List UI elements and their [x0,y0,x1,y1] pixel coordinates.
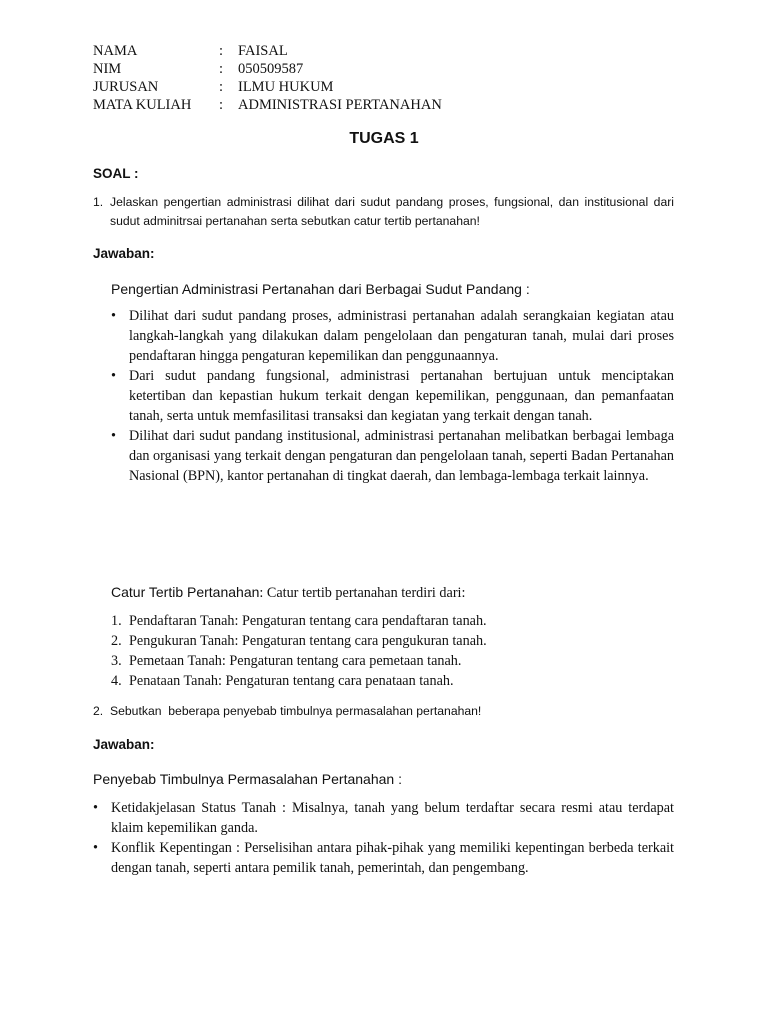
question-2 [93,702,674,721]
list-item [111,631,674,651]
catur-heading [111,583,465,603]
list-number: 4. [111,673,122,689]
identity-value: FAISAL [238,43,288,59]
identity-colon: : [219,97,224,113]
list-item [111,671,674,691]
identity-key: MATA KULIAH [93,97,192,113]
catur-label: Catur Tertib Pertanahan [111,584,260,600]
answer-label: Jawaban: [93,737,155,752]
identity-row-nama [93,42,513,60]
list-text: Penataan Tanah: Pengaturan tentang cara penataan tanah. [129,673,454,689]
list-item: • Dilihat dari sudut pandang proses, administrasi pertanahan adalah serangkaian kegiatan atau langkah-langkah yang dilakukan dalam pengelolaan dan pengaturan tanah, mulai dari proses pendaftaran hingga pengaturan kepemilikan dan penggunaannya. [111,306,674,366]
identity-value: ILMU HUKUM [238,79,334,95]
list-text: Pengukuran Tanah: Pengaturan tentang cara pengukuran tanah. [129,633,487,649]
identity-colon: : [219,61,224,77]
list-item: • Ketidakjelasan Status Tanah : Misalnya, tanah yang belum terdaftar secara resmi atau terdapat klaim kepemilikan ganda. [93,798,674,838]
section-title: Pengertian Administrasi Pertanahan dari Berbagai Sudut Pandang : [111,281,530,297]
list-text: Pemetaan Tanah: Pengaturan tentang cara pemetaan tanah. [129,653,462,669]
identity-colon: : [219,43,224,59]
answer-label: Jawaban: [93,246,155,261]
question-number: 2. [93,704,104,718]
question-text: Jelaskan pengertian administrasi dilihat dari sudut pandang proses, fungsional, dan institusional dari sudut adminitrsai pertanahan serta sebutkan catur tertib pertanahan! [110,195,674,228]
catur-list [111,611,674,691]
identity-value: 050509587 [238,61,304,77]
identity-key: NAMA [93,43,138,59]
list-text: Pendaftaran Tanah: Pengaturan tentang cara pendaftaran tanah. [129,613,487,629]
definition-list [111,306,674,486]
list-item [111,651,674,671]
soal-label: SOAL : [93,166,139,181]
list-item: • Konflik Kepentingan : Perselisihan antara pihak-pihak yang memiliki kepentingan berbeda terkait dengan tanah, seperti antara pemilik tanah, pemerintah, dan pengembang. [93,838,674,878]
identity-block [93,42,513,114]
identity-colon: : [219,79,224,95]
cause-list [93,798,674,878]
list-item [111,611,674,631]
list-item: • Dilihat dari sudut pandang institusional, administrasi pertanahan melibatkan berbagai lembaga dan organisasi yang terkait dengan pengaturan dan pengelolaan tanah, seperti Badan Pertanahan Nasional (BPN), kantor pertanahan di tingkat daerah, dan lembaga-lembaga terkait lainnya. [111,426,674,486]
question-1 [93,193,674,231]
question-text: Sebutkan beberapa penyebab timbulnya permasalahan pertanahan! [110,704,482,718]
identity-row-nim [93,60,513,78]
section-title: Penyebab Timbulnya Permasalahan Pertanahan : [93,771,402,787]
identity-value: ADMINISTRASI PERTANAHAN [238,97,442,113]
identity-key: NIM [93,61,122,77]
question-number: 1. [93,195,104,209]
identity-row-mata-kuliah [93,96,513,114]
document-title: TUGAS 1 [349,130,419,147]
list-number: 3. [111,653,122,669]
list-number: 2. [111,633,122,649]
identity-row-jurusan [93,78,513,96]
list-item: • Dari sudut pandang fungsional, administrasi pertanahan bertujuan untuk menciptakan ketertiban dan kepastian hukum terkait dengan kepemilikan, penggunaan, dan pemanfaatan tanah, serta untuk memfasilitasi transaksi dan kegiatan yang terkait dengan tanah. [111,366,674,426]
list-number: 1. [111,613,122,629]
identity-key: JURUSAN [93,79,159,95]
catur-intro: : Catur tertib pertanahan terdiri dari: [259,585,466,601]
